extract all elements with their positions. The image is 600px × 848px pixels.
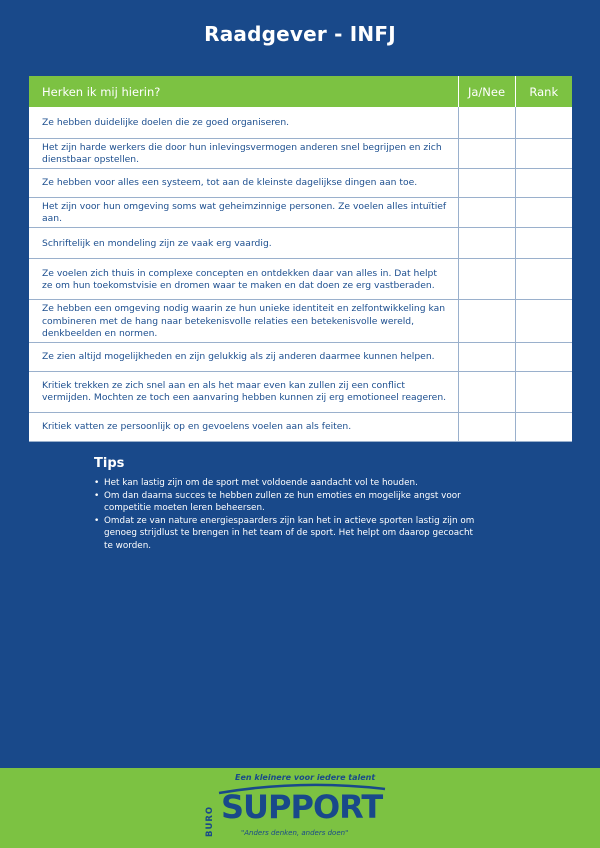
table-row [29, 371, 572, 412]
rank-cell[interactable] [515, 259, 572, 300]
yes-no-cell[interactable] [458, 342, 515, 371]
yes-no-cell[interactable] [458, 371, 515, 412]
table-row [29, 259, 572, 300]
statement-cell: Schriftelijk en mondeling zijn ze vaak erg vaardig. [29, 228, 458, 259]
table-row [29, 300, 572, 343]
statement-cell: Het zijn harde werkers die door hun inlevingsvermogen anderen snel begrijpen en zich dienstbaar opstellen. [29, 138, 458, 168]
rank-cell[interactable] [515, 342, 572, 371]
table-row [29, 197, 572, 227]
logo-slogan: Een kleinere voor iedere talent [235, 773, 376, 782]
tips-list [94, 477, 484, 553]
table-row [29, 107, 572, 138]
tip-item [94, 477, 484, 490]
bullet-icon: • [94, 490, 100, 501]
buro-support-logo [205, 773, 395, 843]
column-header-rank: Rank [515, 76, 572, 107]
table-row [29, 168, 572, 197]
bullet-icon: • [94, 478, 100, 488]
statement-cell: Kritiek vatten ze persoonlijk op en gevoelens voelen aan als feiten. [29, 412, 458, 441]
tip-text: Om dan daarna succes te hebben zullen ze hun emoties en mogelijke angst voor competitie moeten leren beheersen. [104, 490, 461, 514]
tip-item [94, 515, 484, 553]
rank-cell[interactable] [515, 371, 572, 412]
table-row [29, 412, 572, 441]
yes-no-cell[interactable] [458, 228, 515, 259]
statement-cell: Ze hebben een omgeving nodig waarin ze hun unieke identiteit en zelfontwikkeling kan combineren met de hang naar betekenisvolle relaties een betekenisvolle wereld, denkbeelden en normen. [29, 300, 458, 343]
statement-cell: Ze hebben voor alles een systeem, tot aan de kleinste dagelijkse dingen aan toe. [29, 168, 458, 197]
rank-cell[interactable] [515, 228, 572, 259]
logo-buro: BURO [205, 805, 215, 837]
tips-section [94, 456, 484, 553]
yes-no-cell[interactable] [458, 259, 515, 300]
statement-cell: Ze zien altijd mogelijkheden en zijn gelukkig als zij anderen daarmee kunnen helpen. [29, 342, 458, 371]
logo-motto: "Anders denken, anders doen" [241, 829, 349, 837]
bullet-icon: • [94, 515, 100, 526]
rank-cell[interactable] [515, 107, 572, 138]
yes-no-cell[interactable] [458, 300, 515, 343]
tips-heading: Tips [94, 456, 125, 471]
yes-no-cell[interactable] [458, 168, 515, 197]
table-row [29, 228, 572, 259]
rank-cell[interactable] [515, 412, 572, 441]
page-title: Raadgever - INFJ [204, 22, 396, 46]
checklist-table [29, 76, 572, 442]
rank-cell[interactable] [515, 300, 572, 343]
tip-text: Omdat ze van nature energiespaarders zijn kan het in actieve sporten lastig zijn om genoeg strijdlust te brengen in het team of de sport. Het helpt om daarop gecoacht te worden. [104, 515, 475, 551]
rank-cell[interactable] [515, 197, 572, 227]
logo-support: SUPPORT [221, 788, 383, 826]
table-header-row [29, 76, 572, 107]
rank-cell[interactable] [515, 138, 572, 168]
column-header-yes-no: Ja/Nee [458, 76, 515, 107]
rank-cell[interactable] [515, 168, 572, 197]
table-row [29, 138, 572, 168]
statement-cell: Kritiek trekken ze zich snel aan en als het maar even kan zullen zij een conflict vermijden. Mochten ze toch een aanvaring hebben kunnen zij erg emotioneel reageren. [29, 371, 458, 412]
yes-no-cell[interactable] [458, 107, 515, 138]
table-row [29, 342, 572, 371]
tip-text: Het kan lastig zijn om de sport met voldoende aandacht vol te houden. [104, 478, 418, 488]
statement-cell: Ze hebben duidelijke doelen die ze goed organiseren. [29, 107, 458, 138]
footer [0, 768, 600, 848]
column-header-statement: Herken ik mij hierin? [29, 76, 458, 107]
statement-cell: Ze voelen zich thuis in complexe concepten en ontdekken daar van alles in. Dat helpt ze om hun toekomstvisie en dromen waar te maken en dat doen ze erg vastberaden. [29, 259, 458, 300]
statement-cell: Het zijn voor hun omgeving soms wat geheimzinnige personen. Ze voelen alles intuïtief aan. [29, 197, 458, 227]
yes-no-cell[interactable] [458, 197, 515, 227]
tip-item [94, 490, 484, 515]
yes-no-cell[interactable] [458, 138, 515, 168]
yes-no-cell[interactable] [458, 412, 515, 441]
